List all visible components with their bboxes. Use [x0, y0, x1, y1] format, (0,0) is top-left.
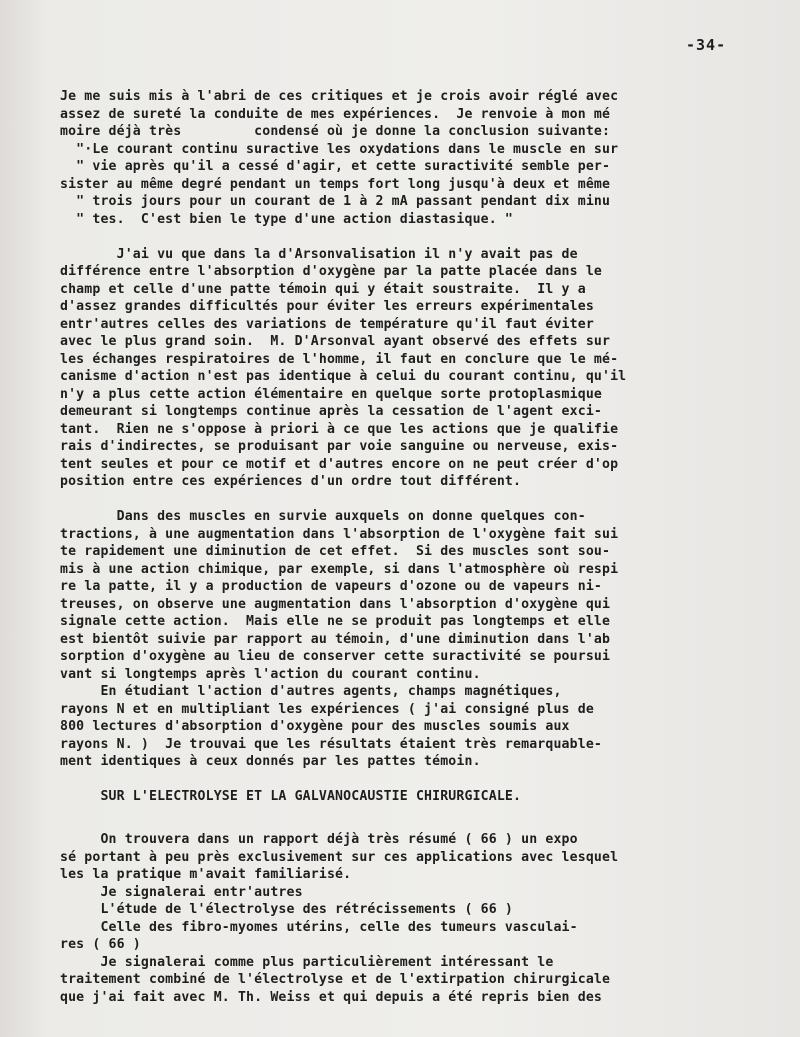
text-line: ment identiques à ceux donnés par les pattes témoin.: [60, 754, 481, 769]
text-line: J'ai vu que dans la d'Arsonvalisation il n'y avait pas de: [60, 246, 578, 262]
text-line: demeurant si longtemps continue après la cessation de l'agent exci-: [60, 404, 602, 419]
text-line: moire déjà très condensé où je donne la conclusion suivante:: [60, 124, 611, 139]
text-line: Je signalerai comme plus particulièrement intéressant le: [60, 954, 554, 970]
text-line: différence entre l'absorption d'oxygène par la patte placée dans le: [60, 264, 602, 279]
text-line: En étudiant l'action d'autres agents, champs magnétiques,: [60, 684, 562, 699]
body-text: [60, 88, 795, 1006]
text-line: assez de sureté la conduite de mes expériences. Je renvoie à mon mé: [60, 106, 611, 122]
text-line: d'assez grandes difficultés pour éviter les erreurs expérimentales: [60, 299, 594, 314]
text-line: signale cette action. Mais elle ne se produit pas longtemps et elle: [60, 614, 611, 629]
text-line: tant. Rien ne s'oppose à priori à ce que les actions que je qualifie: [60, 421, 619, 437]
text-line: "·Le courant continu suractive les oxydations dans le muscle en sur: [60, 141, 619, 157]
text-line: Je signalerai entr'autres: [60, 884, 303, 900]
page-number: -34-: [686, 36, 727, 54]
text-line: vant si longtemps après l'action du courant continu.: [60, 666, 481, 682]
text-line: " tes. C'est bien le type d'une action diastasique. ": [60, 211, 514, 227]
text-line: sister au même degré pendant un temps fort long jusqu'à deux et même: [60, 176, 611, 192]
text-line: SUR L'ELECTROLYSE ET LA GALVANOCAUSTIE CHIRURGICALE.: [60, 789, 522, 804]
text-line: rayons N. ) Je trouvai que les résultats étaient très remarquable-: [60, 736, 602, 752]
text-line: est bientôt suivie par rapport au témoin, d'une diminution dans l'ab: [60, 631, 611, 647]
section-heading: [60, 788, 795, 806]
text-line: Celle des fibro-myomes utérins, celle des tumeurs vasculai-: [60, 919, 578, 935]
text-line: res ( 66 ): [60, 937, 141, 952]
text-line: Dans des muscles en survie auxquels on donne quelques con-: [60, 509, 586, 524]
text-line: traitement combiné de l'électrolyse et de l'extirpation chirurgicale: [60, 972, 611, 987]
text-line: te rapidement une diminution de cet effet. Si des muscles sont sou-: [60, 544, 611, 559]
text-line: tent seules et pour ce motif et d'autres encore on ne peut créer d'op: [60, 456, 619, 472]
paragraph-2: [60, 246, 795, 491]
text-line: re la patte, il y a production de vapeurs d'ozone ou de vapeurs ni-: [60, 579, 602, 594]
text-line: les la pratique m'avait familiarisé.: [60, 867, 352, 882]
text-line: treuses, on observe une augmentation dans l'absorption d'oxygène qui: [60, 596, 611, 612]
text-line: n'y a plus cette action élémentaire en quelque sorte protoplasmique: [60, 386, 602, 402]
text-line: entr'autres celles des variations de température qu'il faut éviter: [60, 316, 594, 332]
paragraph-4: [60, 831, 795, 1006]
text-line: L'étude de l'électrolyse des rétrécissements ( 66 ): [60, 902, 514, 917]
text-line: sorption d'oxygène au lieu de conserver cette suractivité se poursui: [60, 649, 611, 664]
text-line: On trouvera dans un rapport déjà très résumé ( 66 ) un expo: [60, 832, 578, 847]
text-line: les échanges respiratoires de l'homme, il faut en conclure que le mé-: [60, 351, 619, 367]
text-line: rayons N et en multipliant les expériences ( j'ai consigné plus de: [60, 701, 594, 717]
text-line: champ et celle d'une patte témoin qui y était soustraite. Il y a: [60, 281, 586, 297]
text-line: rais d'indirectes, se produisant par voie sanguine ou nerveuse, exis-: [60, 439, 619, 454]
paragraph-3: [60, 508, 795, 771]
text-line: avec le plus grand soin. M. D'Arsonval ayant observé des effets sur: [60, 334, 611, 349]
text-line: position entre ces expériences d'un ordre tout différent.: [60, 474, 522, 489]
text-line: mis à une action chimique, par exemple, si dans l'atmosphère où respi: [60, 561, 619, 577]
text-line: " trois jours pour un courant de 1 à 2 mA passant pendant dix minu: [60, 194, 611, 209]
text-line: 800 lectures d'absorption d'oxygène pour des muscles soumis aux: [60, 719, 570, 734]
text-line: que j'ai fait avec M. Th. Weiss et qui depuis a été repris bien des: [60, 989, 602, 1005]
paragraph-1: [60, 88, 795, 228]
text-line: sé portant à peu près exclusivement sur ces applications avec lesquel: [60, 849, 619, 865]
text-line: " vie après qu'il a cessé d'agir, et cette suractivité semble per-: [60, 159, 611, 174]
text-line: canisme d'action n'est pas identique à celui du courant continu, qu'il: [60, 369, 627, 384]
text-line: Je me suis mis à l'abri de ces critiques et je crois avoir réglé avec: [60, 89, 619, 104]
text-line: tractions, à une augmentation dans l'absorption de l'oxygène fait sui: [60, 526, 619, 542]
